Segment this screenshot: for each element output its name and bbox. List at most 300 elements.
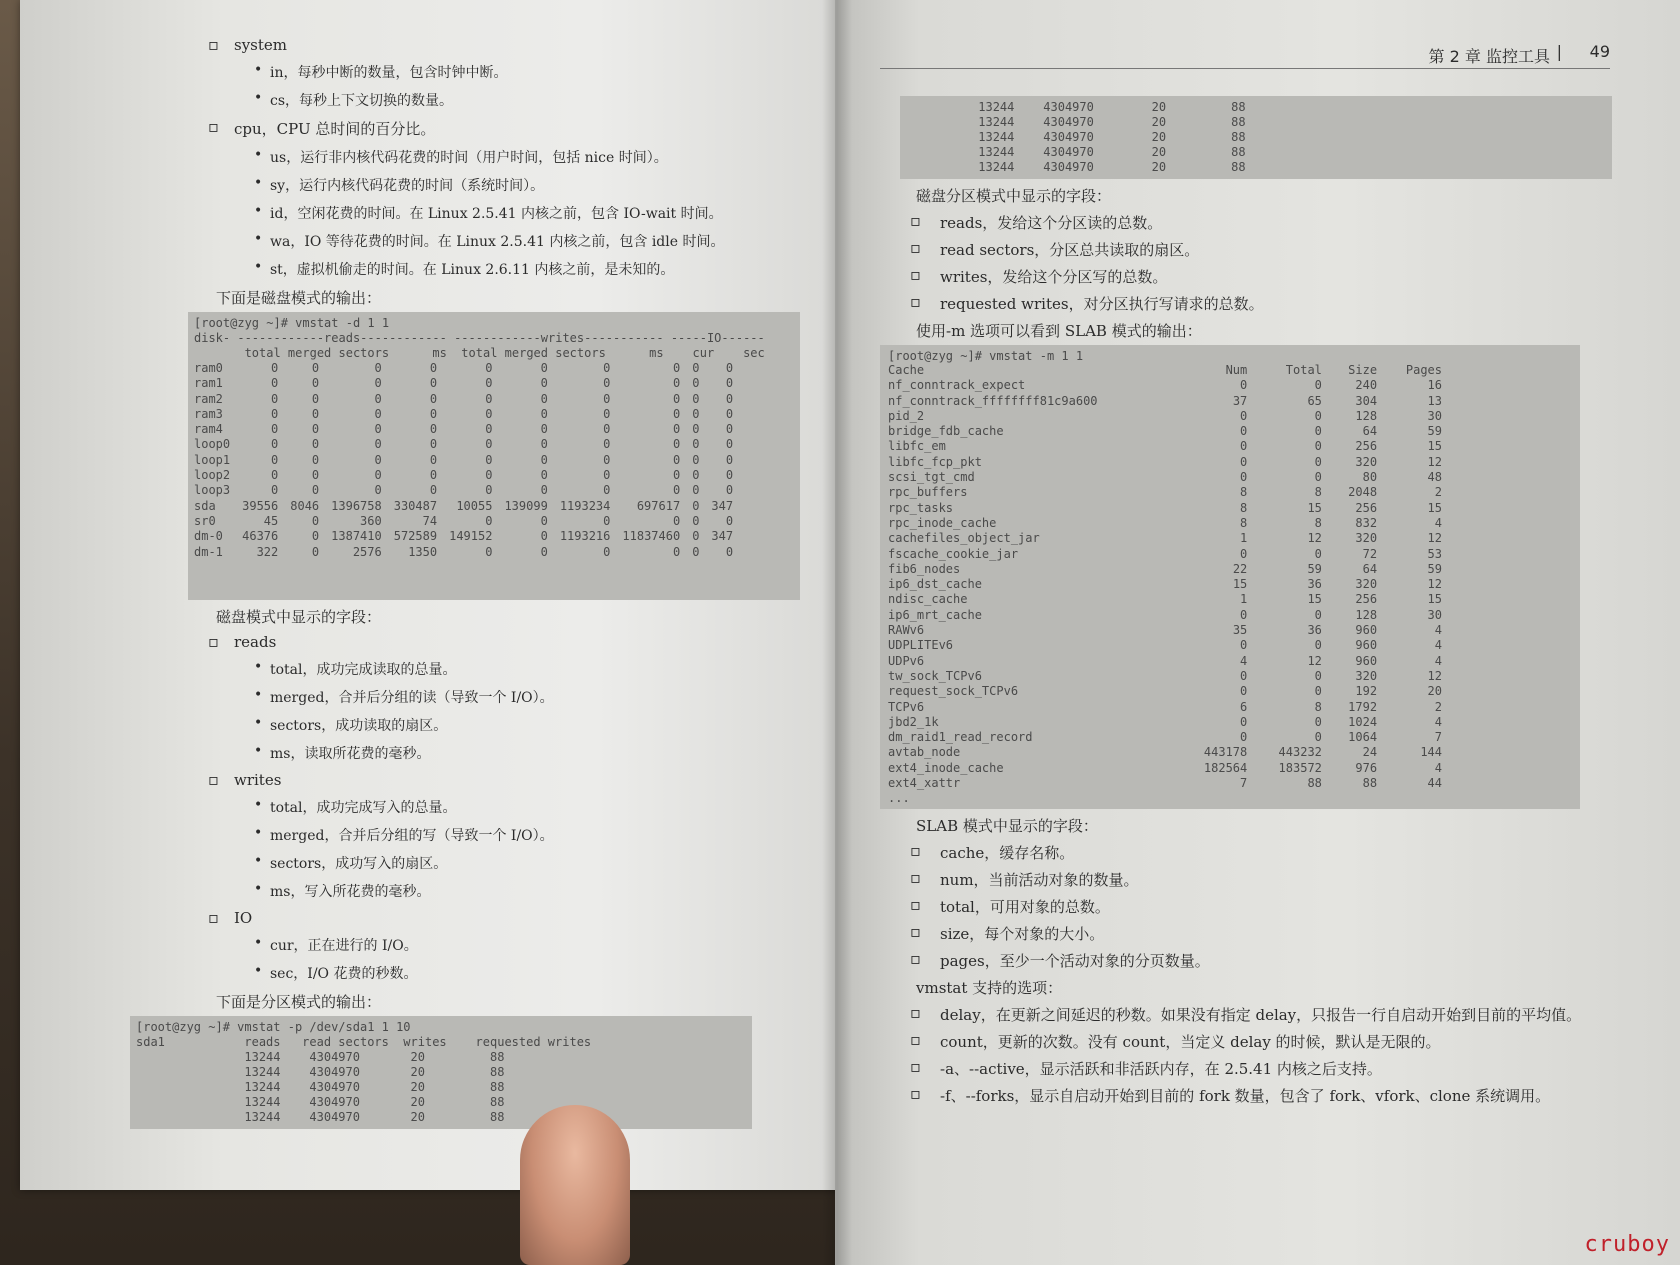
disk-group-header: disk- ------------reads------------ ------------writes----------- -----IO------ bbox=[194, 331, 765, 345]
disk-intro: 下面是磁盘模式的输出： bbox=[216, 289, 382, 307]
table-cell: sda bbox=[194, 498, 216, 513]
table-cell: avtab_node bbox=[888, 745, 961, 760]
table-cell: 0 bbox=[692, 513, 700, 528]
table-row bbox=[888, 730, 1448, 745]
table-cell: 0 bbox=[1314, 424, 1322, 439]
disk-col-header: total merged sectors ms total merged sectors ms cur sec bbox=[194, 346, 765, 360]
table-cell: 37 bbox=[1232, 393, 1248, 408]
table-cell: 12 bbox=[1427, 531, 1442, 546]
table-cell: dm-1 bbox=[194, 544, 223, 559]
table-cell: ram3 bbox=[194, 406, 223, 421]
table-cell: 0 bbox=[1314, 454, 1322, 469]
disk-cmd: [root@zyg ~]# vmstat -d 1 1 bbox=[194, 316, 390, 330]
table-row bbox=[194, 514, 739, 529]
table-cell: 15 bbox=[1427, 592, 1442, 607]
table-cell: 0 bbox=[1314, 439, 1322, 454]
table-cell: 0 bbox=[1240, 714, 1248, 729]
table-cell: rpc_buffers bbox=[888, 485, 968, 500]
table-cell: loop3 bbox=[194, 483, 231, 498]
table-cell: 0 bbox=[540, 376, 548, 391]
table-cell: 0 bbox=[374, 468, 382, 483]
table-row bbox=[888, 684, 1448, 699]
table-cell: 0 bbox=[1314, 668, 1322, 683]
slab-cmd: [root@zyg ~]# vmstat -m 1 1 bbox=[888, 349, 1084, 363]
table-cell: 256 bbox=[1355, 439, 1378, 454]
writes-item: • merged，合并后分组的写（导致一个 I/O）。 bbox=[270, 825, 820, 845]
table-cell: 0 bbox=[725, 376, 734, 391]
table-cell: 0 bbox=[271, 391, 279, 406]
part-row: 13244 4304970 20 88 bbox=[906, 115, 1246, 129]
table-cell: 15 bbox=[1427, 500, 1442, 515]
table-cell: ram2 bbox=[194, 391, 223, 406]
table-cell: 0 bbox=[603, 544, 611, 559]
table-cell: rpc_tasks bbox=[888, 500, 954, 515]
table-cell: 0 bbox=[672, 391, 681, 406]
table-cell: 0 bbox=[1314, 546, 1322, 561]
options-intro: vmstat 支持的选项： bbox=[916, 979, 1063, 998]
table-cell: 0 bbox=[672, 468, 681, 483]
table-cell: 0 bbox=[603, 406, 611, 421]
table-cell: 0 bbox=[311, 529, 320, 544]
table-cell: 0 bbox=[271, 422, 279, 437]
table-cell: 0 bbox=[692, 406, 700, 421]
table-cell: 0 bbox=[485, 422, 493, 437]
table-cell: 0 bbox=[692, 422, 700, 437]
table-cell: 0 bbox=[1314, 607, 1322, 622]
table-cell: 183572 bbox=[1278, 760, 1322, 775]
table-cell: 4 bbox=[1434, 623, 1442, 638]
table-cell: 0 bbox=[1240, 546, 1248, 561]
table-row bbox=[194, 422, 739, 437]
option-item: ▫ count，更新的次数。没有 count，当定义 delay 的时候，默认是无限的。 bbox=[940, 1031, 1600, 1052]
table-cell: ext4_inode_cache bbox=[888, 760, 1004, 775]
part-output-continued bbox=[900, 96, 1612, 179]
table-row bbox=[194, 545, 739, 560]
table-cell: 0 bbox=[485, 452, 493, 467]
table-cell: 0 bbox=[540, 437, 548, 452]
table-row bbox=[888, 439, 1448, 454]
table-cell: 45 bbox=[263, 513, 279, 528]
table-cell: 0 bbox=[271, 406, 279, 421]
table-cell: 0 bbox=[725, 437, 734, 452]
table-cell: 2 bbox=[1434, 699, 1442, 714]
table-cell: nf_conntrack_ffffffff81c9a600 bbox=[888, 393, 1098, 408]
table-cell: 0 bbox=[374, 452, 382, 467]
table-cell: 65 bbox=[1307, 393, 1322, 408]
table-cell: ext4_xattr bbox=[888, 776, 961, 791]
table-cell: 0 bbox=[725, 483, 734, 498]
slab-field-item: ▫ size，每个对象的大小。 bbox=[940, 923, 1600, 944]
left-content bbox=[136, 30, 820, 1133]
table-cell: 0 bbox=[692, 544, 700, 559]
part-intro: 下面是分区模式的输出： bbox=[216, 993, 382, 1011]
slab-fields-intro: SLAB 模式中显示的字段： bbox=[916, 817, 1098, 836]
table-cell: 59 bbox=[1307, 561, 1322, 576]
table-cell: 0 bbox=[603, 376, 611, 391]
slab-intro: 使用-m 选项可以看到 SLAB 模式的输出： bbox=[916, 322, 1202, 340]
part-row: 13244 4304970 20 88 bbox=[906, 145, 1246, 159]
table-cell: UDPLITEv6 bbox=[888, 638, 954, 653]
table-cell: RAWv6 bbox=[888, 623, 925, 638]
part-field-item: ▫ read sectors，分区总共读取的扇区。 bbox=[940, 239, 1600, 260]
table-cell: 0 bbox=[485, 437, 493, 452]
table-cell: 0 bbox=[672, 361, 681, 375]
disk-fields-intro: 磁盘模式中显示的字段： bbox=[216, 608, 382, 626]
table-cell: 64 bbox=[1362, 424, 1378, 439]
table-cell: 0 bbox=[1240, 668, 1248, 683]
table-cell: ip6_mrt_cache bbox=[888, 607, 982, 622]
table-cell: 0 bbox=[311, 376, 320, 391]
page-header bbox=[880, 38, 1610, 69]
table-cell: 0 bbox=[429, 361, 438, 375]
table-cell: 8 bbox=[1240, 500, 1248, 515]
table-cell: 0 bbox=[485, 483, 493, 498]
table-cell: 0 bbox=[374, 483, 382, 498]
table-cell: 44 bbox=[1427, 776, 1442, 791]
table-cell: 4 bbox=[1434, 653, 1442, 668]
table-cell: ram4 bbox=[194, 422, 223, 437]
table-cell: 12 bbox=[1427, 454, 1442, 469]
table-cell: 0 bbox=[1240, 424, 1248, 439]
table-cell: 572589 bbox=[393, 529, 438, 544]
watermark: cruboy bbox=[1584, 1232, 1670, 1257]
table-cell: dm-0 bbox=[194, 529, 223, 544]
table-row bbox=[194, 392, 739, 407]
table-cell: 4 bbox=[1434, 760, 1442, 775]
table-cell: 24 bbox=[1362, 745, 1378, 760]
table-cell: 240 bbox=[1355, 378, 1378, 393]
table-cell: 0 bbox=[692, 529, 700, 544]
io-heading: ▫ IO bbox=[234, 909, 820, 927]
table-cell: libfc_fcp_pkt bbox=[888, 454, 982, 469]
slab-field-item: ▫ total，可用对象的总数。 bbox=[940, 896, 1600, 917]
table-cell: loop0 bbox=[194, 437, 231, 452]
part-field-item: ▫ requested writes，对分区执行写请求的总数。 bbox=[940, 293, 1600, 314]
table-cell: 0 bbox=[540, 544, 548, 559]
table-cell: 0 bbox=[603, 391, 611, 406]
table-cell: ram0 bbox=[194, 361, 223, 375]
table-header-cell: Size bbox=[1348, 363, 1378, 377]
disk-table bbox=[194, 361, 739, 560]
option-item: ▫ delay，在更新之间延迟的秒数。如果没有指定 delay，只报告一行自启动开始到目前的平均值。 bbox=[940, 1004, 1600, 1025]
table-cell: 0 bbox=[603, 361, 611, 375]
table-cell: 0 bbox=[672, 376, 681, 391]
option-item: ▫ -f、--forks，显示自启动开始到目前的 fork 数量，包含了 fork、vfork、clone 系统调用。 bbox=[940, 1085, 1600, 1106]
table-cell: nf_conntrack_expect bbox=[888, 378, 1026, 393]
table-cell: 0 bbox=[271, 376, 279, 391]
table-cell: 35 bbox=[1232, 623, 1248, 638]
table-cell: 10055 bbox=[456, 498, 493, 513]
table-cell: 0 bbox=[672, 437, 681, 452]
table-cell: sr0 bbox=[194, 513, 216, 528]
table-cell: 360 bbox=[360, 513, 382, 528]
cpu-item: • sy，运行内核代码花费的时间（系统时间）。 bbox=[270, 175, 820, 195]
table-cell: 11837460 bbox=[622, 529, 681, 544]
table-row bbox=[194, 437, 739, 452]
table-cell: 0 bbox=[540, 529, 548, 544]
table-row bbox=[194, 453, 739, 468]
slab-field-item: ▫ cache，缓存名称。 bbox=[940, 842, 1600, 863]
table-cell: 0 bbox=[429, 437, 438, 452]
table-cell: 0 bbox=[725, 513, 734, 528]
table-cell: 0 bbox=[311, 406, 320, 421]
table-cell: 48 bbox=[1427, 470, 1442, 485]
table-cell: 0 bbox=[1240, 408, 1248, 423]
table-cell: fib6_nodes bbox=[888, 561, 961, 576]
table-cell: 16 bbox=[1427, 378, 1442, 393]
table-row bbox=[194, 468, 739, 483]
table-cell: 144 bbox=[1420, 745, 1442, 760]
reads-heading: ▫ reads bbox=[234, 633, 820, 651]
io-item: • cur，正在进行的 I/O。 bbox=[270, 935, 820, 955]
table-cell: 0 bbox=[485, 513, 493, 528]
table-cell: 330487 bbox=[393, 498, 438, 513]
cpu-item: • us，运行非内核代码花费的时间（用户时间，包括 nice 时间）。 bbox=[270, 147, 820, 167]
table-cell: 12 bbox=[1307, 531, 1322, 546]
table-cell: 12 bbox=[1427, 577, 1442, 592]
cpu-item: • wa，IO 等待花费的时间。在 Linux 2.5.41 内核之前，包含 idle 时间。 bbox=[270, 231, 820, 251]
reads-item: • sectors，成功读取的扇区。 bbox=[270, 715, 820, 735]
table-cell: 0 bbox=[1314, 638, 1322, 653]
table-cell: 12 bbox=[1427, 668, 1442, 683]
table-cell: 320 bbox=[1355, 531, 1378, 546]
table-cell: 22 bbox=[1232, 561, 1248, 576]
table-cell: 0 bbox=[692, 437, 700, 452]
table-cell: 182564 bbox=[1203, 760, 1248, 775]
table-cell: 0 bbox=[540, 513, 548, 528]
table-cell: 0 bbox=[725, 544, 734, 559]
table-row bbox=[888, 378, 1448, 393]
table-cell: 0 bbox=[485, 391, 493, 406]
table-cell: 0 bbox=[271, 483, 279, 498]
table-cell: 80 bbox=[1362, 470, 1378, 485]
table-cell: 0 bbox=[271, 361, 279, 375]
table-cell: 0 bbox=[1314, 470, 1322, 485]
table-cell: 320 bbox=[1355, 577, 1378, 592]
table-cell: 0 bbox=[672, 483, 681, 498]
slab-table bbox=[888, 363, 1448, 791]
table-row bbox=[194, 376, 739, 391]
table-cell: jbd2_1k bbox=[888, 714, 939, 729]
table-cell: pid_2 bbox=[888, 408, 925, 423]
table-cell: 0 bbox=[374, 361, 382, 375]
table-cell: 697617 bbox=[636, 498, 681, 513]
table-cell: 192 bbox=[1355, 684, 1378, 699]
system-item: • in，每秒中断的数量，包含时钟中断。 bbox=[270, 62, 820, 82]
slab-field-item: ▫ pages，至少一个活动对象的分页数量。 bbox=[940, 950, 1600, 971]
table-cell: 128 bbox=[1355, 607, 1378, 622]
table-cell: 0 bbox=[311, 468, 320, 483]
part-row: 13244 4304970 20 88 bbox=[136, 1050, 505, 1064]
table-cell: 74 bbox=[422, 513, 438, 528]
table-row bbox=[194, 407, 739, 422]
table-cell: 0 bbox=[692, 498, 700, 513]
table-row bbox=[888, 485, 1448, 500]
table-cell: 2576 bbox=[352, 544, 382, 559]
system-heading: ▫ system bbox=[234, 36, 820, 54]
table-cell: 0 bbox=[725, 361, 734, 375]
table-cell: 0 bbox=[540, 422, 548, 437]
table-header-cell: Num bbox=[1225, 363, 1248, 377]
table-cell: 0 bbox=[692, 376, 700, 391]
writes-item: • sectors，成功写入的扇区。 bbox=[270, 853, 820, 873]
table-cell: 0 bbox=[374, 422, 382, 437]
table-cell: 1064 bbox=[1348, 730, 1378, 745]
table-cell: 30 bbox=[1427, 607, 1442, 622]
slab-field-item: ▫ num，当前活动对象的数量。 bbox=[940, 869, 1600, 890]
table-cell: ram1 bbox=[194, 376, 223, 391]
reads-item: • total，成功完成读取的总量。 bbox=[270, 659, 820, 679]
table-cell: scsi_tgt_cmd bbox=[888, 470, 975, 485]
table-cell: 0 bbox=[1240, 454, 1248, 469]
table-cell: 0 bbox=[540, 406, 548, 421]
table-row bbox=[888, 501, 1448, 516]
table-cell: request_sock_TCPv6 bbox=[888, 684, 1019, 699]
option-item: ▫ -a、--active，显示活跃和非活跃内存，在 2.5.41 内核之后支持。 bbox=[940, 1058, 1600, 1079]
table-row bbox=[194, 483, 739, 498]
table-cell: 976 bbox=[1355, 760, 1378, 775]
table-cell: 15 bbox=[1307, 500, 1322, 515]
table-cell: 0 bbox=[1240, 470, 1248, 485]
table-cell: 15 bbox=[1232, 577, 1248, 592]
table-cell: 36 bbox=[1307, 577, 1322, 592]
part-row: 13244 4304970 20 88 bbox=[136, 1110, 505, 1124]
table-row bbox=[888, 470, 1448, 485]
table-cell: 72 bbox=[1362, 546, 1378, 561]
table-cell: 0 bbox=[311, 391, 320, 406]
table-row bbox=[888, 547, 1448, 562]
page-number: 49 bbox=[1589, 42, 1610, 61]
table-cell: bridge_fdb_cache bbox=[888, 424, 1004, 439]
table-cell: 0 bbox=[603, 468, 611, 483]
table-cell: 15 bbox=[1427, 439, 1442, 454]
table-cell: 0 bbox=[271, 437, 279, 452]
table-cell: 4 bbox=[1434, 714, 1442, 729]
table-cell: 0 bbox=[603, 513, 611, 528]
part-header: sda1 reads read sectors writes requested writes bbox=[136, 1035, 592, 1049]
chapter-title: 第 2 章 监控工具 bbox=[1428, 47, 1550, 66]
table-cell: 4 bbox=[1434, 638, 1442, 653]
table-cell: 347 bbox=[711, 529, 734, 544]
io-item: • sec，I/O 花费的秒数。 bbox=[270, 963, 820, 983]
disk-output bbox=[188, 312, 800, 600]
table-row bbox=[888, 776, 1448, 791]
table-cell: 39556 bbox=[242, 498, 279, 513]
table-cell: 0 bbox=[311, 361, 320, 375]
table-row bbox=[888, 592, 1448, 607]
table-cell: 0 bbox=[1314, 378, 1322, 393]
thumb bbox=[520, 1105, 630, 1265]
table-cell: 0 bbox=[692, 452, 700, 467]
table-cell: 443178 bbox=[1203, 745, 1248, 760]
part-cmd: [root@zyg ~]# vmstat -p /dev/sda1 1 10 bbox=[136, 1020, 411, 1034]
part-row: 13244 4304970 20 88 bbox=[906, 130, 1246, 144]
table-header-cell: Cache bbox=[888, 363, 925, 377]
part-row: 13244 4304970 20 88 bbox=[136, 1095, 505, 1109]
table-cell: 4 bbox=[1240, 653, 1248, 668]
table-cell: 0 bbox=[725, 468, 734, 483]
table-cell: 59 bbox=[1427, 561, 1442, 576]
table-row bbox=[888, 654, 1448, 669]
table-cell: 0 bbox=[692, 468, 700, 483]
table-cell: 59 bbox=[1427, 424, 1442, 439]
table-row bbox=[888, 715, 1448, 730]
table-cell: 12 bbox=[1307, 653, 1322, 668]
table-cell: 2048 bbox=[1348, 485, 1378, 500]
table-cell: 0 bbox=[603, 452, 611, 467]
table-cell: 0 bbox=[374, 406, 382, 421]
table-cell: ip6_dst_cache bbox=[888, 577, 982, 592]
table-cell: dm_raid1_read_record bbox=[888, 730, 1033, 745]
part-output bbox=[130, 1016, 752, 1129]
table-cell: 832 bbox=[1355, 515, 1378, 530]
table-cell: 0 bbox=[725, 391, 734, 406]
table-cell: 30 bbox=[1427, 408, 1442, 423]
table-cell: loop2 bbox=[194, 468, 231, 483]
table-cell: 0 bbox=[603, 437, 611, 452]
writes-item: • total，成功完成写入的总量。 bbox=[270, 797, 820, 817]
table-cell: 1193234 bbox=[559, 498, 611, 513]
table-row bbox=[888, 577, 1448, 592]
table-row bbox=[888, 409, 1448, 424]
table-cell: 1193216 bbox=[559, 529, 611, 544]
table-row bbox=[888, 608, 1448, 623]
table-cell: 0 bbox=[485, 361, 493, 375]
table-cell: 0 bbox=[311, 437, 320, 452]
table-cell: 6 bbox=[1240, 699, 1248, 714]
table-cell: 36 bbox=[1307, 623, 1322, 638]
table-cell: cachefiles_object_jar bbox=[888, 531, 1040, 546]
table-cell: 7 bbox=[1434, 730, 1442, 745]
reads-item: • merged，合并后分组的读（导致一个 I/O）。 bbox=[270, 687, 820, 707]
table-cell: 0 bbox=[429, 483, 438, 498]
table-cell: 0 bbox=[1240, 684, 1248, 699]
table-row bbox=[888, 455, 1448, 470]
table-cell: 8 bbox=[1240, 515, 1248, 530]
table-cell: 0 bbox=[1314, 714, 1322, 729]
right-content bbox=[888, 92, 1600, 1112]
table-cell: 7 bbox=[1240, 776, 1248, 791]
table-cell: 1396758 bbox=[331, 498, 382, 513]
table-cell: 1387410 bbox=[331, 529, 382, 544]
table-cell: 0 bbox=[692, 361, 700, 375]
table-cell: 347 bbox=[711, 498, 734, 513]
table-row bbox=[888, 424, 1448, 439]
table-cell: 64 bbox=[1362, 561, 1378, 576]
table-cell: UDPv6 bbox=[888, 653, 925, 668]
table-cell: 0 bbox=[485, 468, 493, 483]
header-separator: | bbox=[1556, 42, 1562, 61]
table-row bbox=[888, 669, 1448, 684]
table-cell: 0 bbox=[672, 513, 681, 528]
table-cell: 8046 bbox=[290, 498, 320, 513]
table-cell: 320 bbox=[1355, 454, 1378, 469]
table-cell: 256 bbox=[1355, 500, 1378, 515]
table-cell: 0 bbox=[692, 391, 700, 406]
table-cell: 2 bbox=[1434, 485, 1442, 500]
table-row bbox=[194, 499, 739, 514]
table-cell: 46376 bbox=[242, 529, 279, 544]
table-cell: tw_sock_TCPv6 bbox=[888, 668, 982, 683]
table-cell: 8 bbox=[1314, 515, 1322, 530]
slab-output bbox=[880, 345, 1580, 809]
table-cell: 0 bbox=[692, 483, 700, 498]
table-cell: 0 bbox=[429, 406, 438, 421]
table-row bbox=[888, 745, 1448, 760]
table-cell: 0 bbox=[311, 513, 320, 528]
table-cell: 15 bbox=[1307, 592, 1322, 607]
table-header-cell: Pages bbox=[1405, 363, 1442, 377]
